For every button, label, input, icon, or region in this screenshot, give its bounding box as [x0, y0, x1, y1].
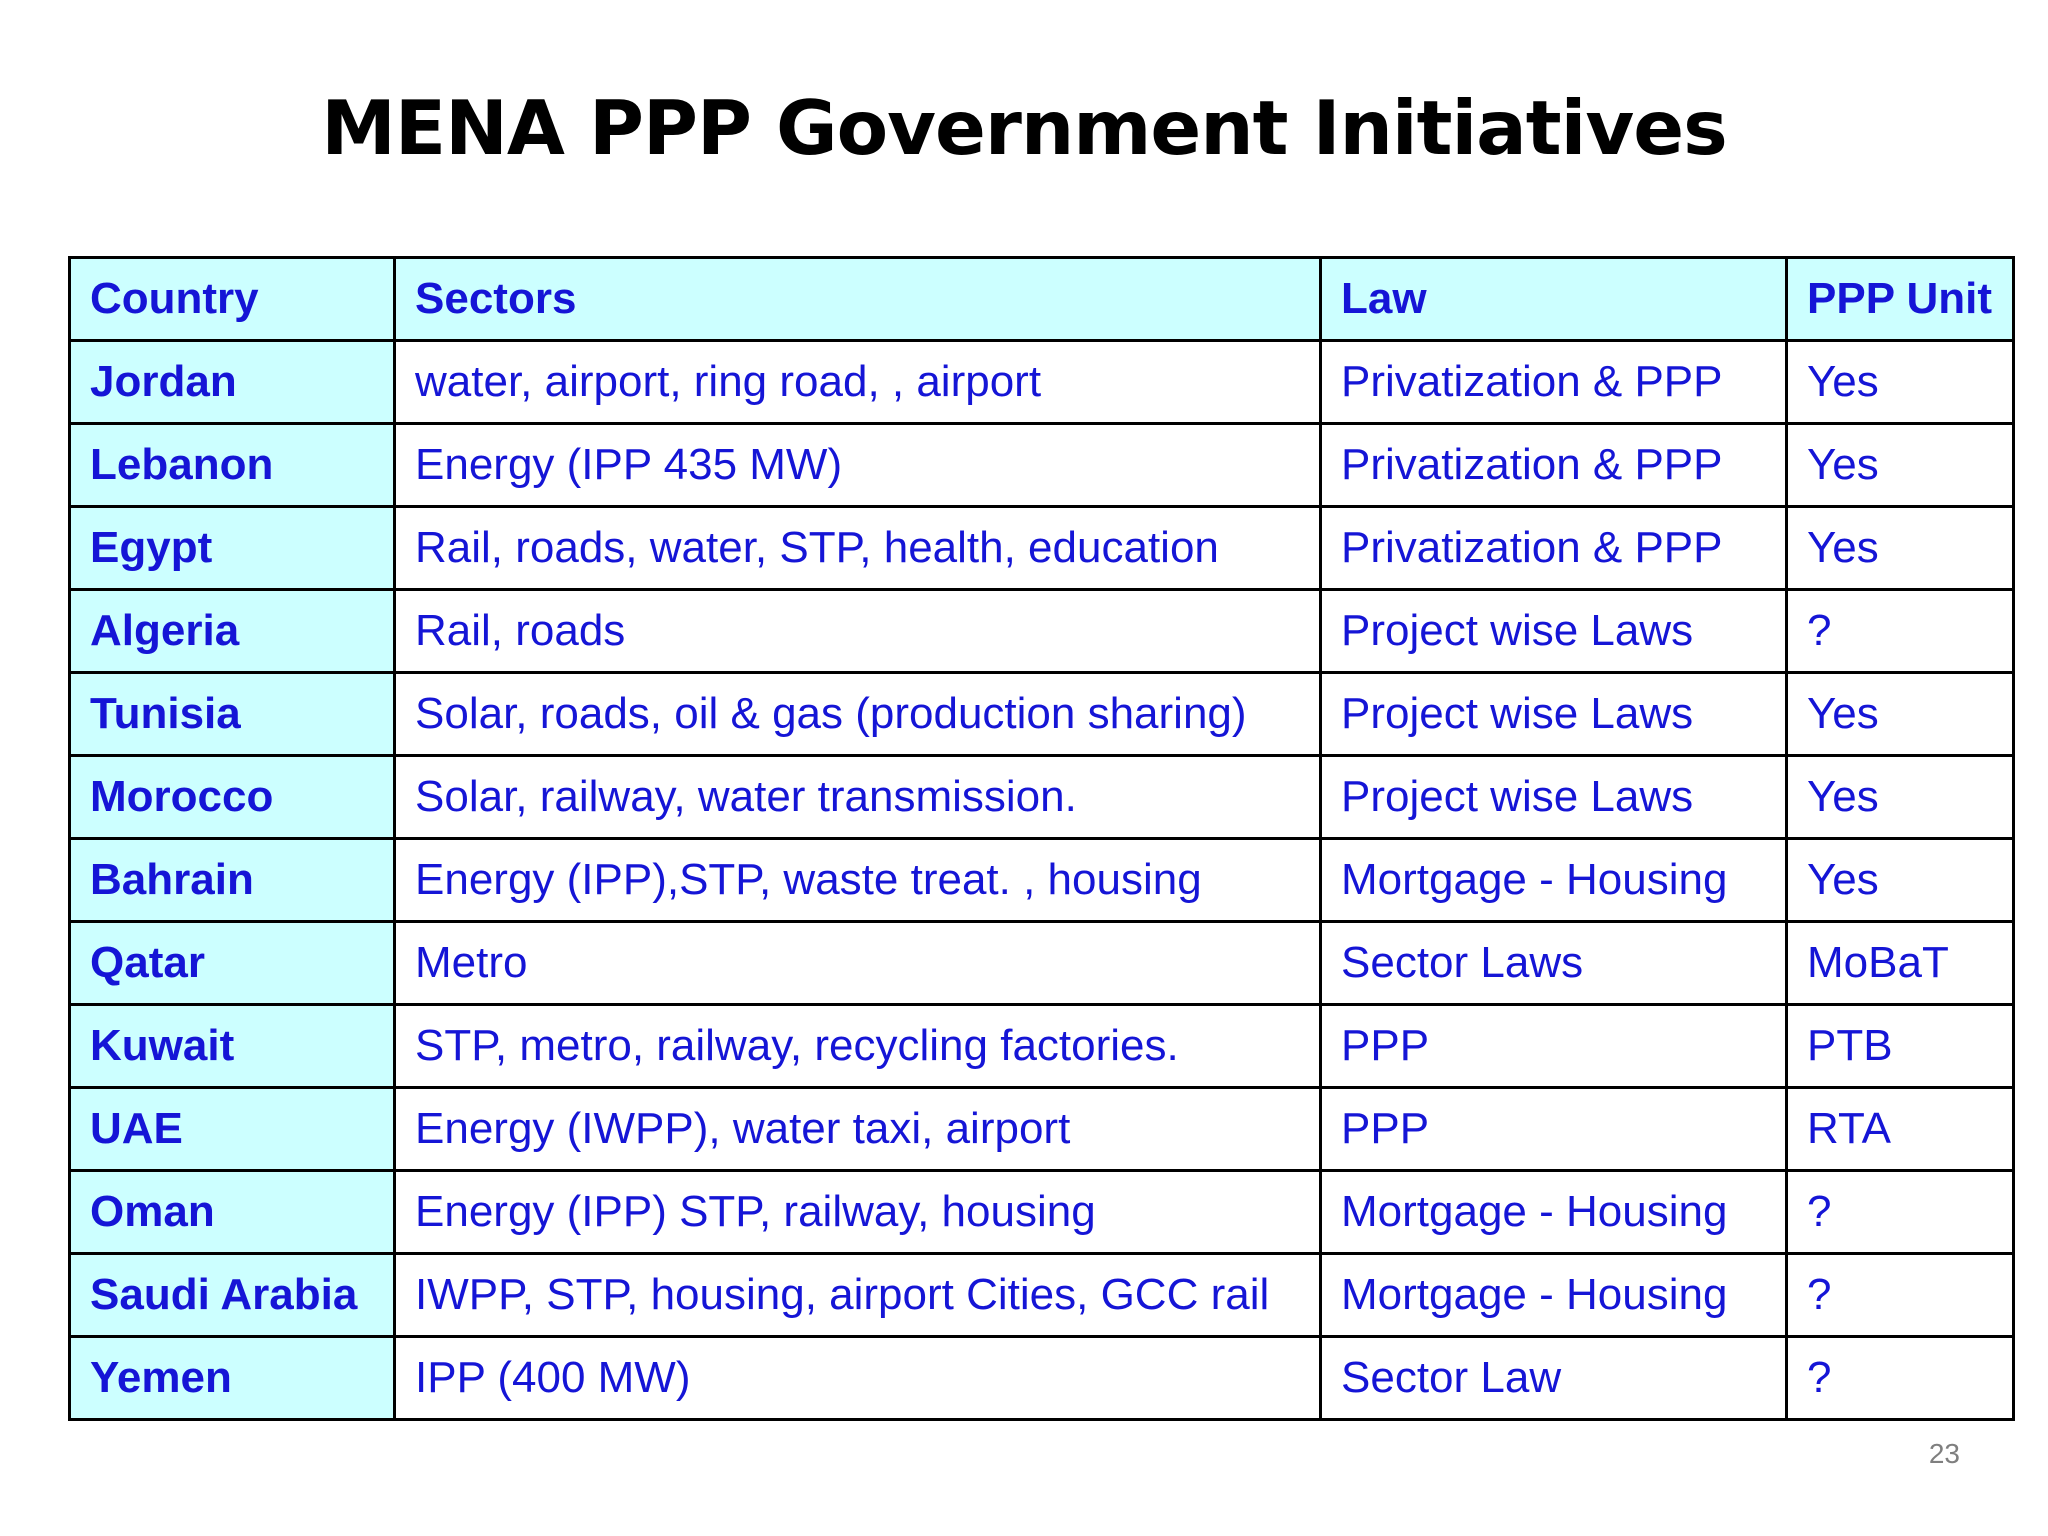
law-cell: Sector Laws	[1321, 922, 1787, 1005]
page-number: 23	[1928, 1438, 1960, 1469]
table-header-row	[70, 258, 2014, 341]
law-cell: PPP	[1321, 1005, 1787, 1088]
ppp-initiatives-table	[68, 256, 2015, 1421]
law-cell: Privatization & PPP	[1321, 341, 1787, 424]
country-cell: Morocco	[70, 756, 395, 839]
law-cell: Mortgage - Housing	[1321, 1171, 1787, 1254]
ppp-unit-cell: ?	[1787, 1337, 2014, 1420]
ppp-unit-cell: ?	[1787, 590, 2014, 673]
ppp-unit-cell: Yes	[1787, 756, 2014, 839]
sectors-cell: Energy (IPP 435 MW)	[395, 424, 1321, 507]
sectors-cell: Energy (IWPP), water taxi, airport	[395, 1088, 1321, 1171]
country-cell: Tunisia	[70, 673, 395, 756]
ppp-unit-cell: Yes	[1787, 424, 2014, 507]
law-cell: Sector Law	[1321, 1337, 1787, 1420]
table-row	[70, 1337, 2014, 1420]
table-row	[70, 922, 2014, 1005]
ppp-unit-cell: Yes	[1787, 839, 2014, 922]
table-row	[70, 424, 2014, 507]
country-cell: Egypt	[70, 507, 395, 590]
table-row	[70, 1171, 2014, 1254]
country-cell: Kuwait	[70, 1005, 395, 1088]
ppp-unit-cell: Yes	[1787, 341, 2014, 424]
table-row	[70, 1254, 2014, 1337]
sectors-cell: water, airport, ring road, , airport	[395, 341, 1321, 424]
sectors-cell: Metro	[395, 922, 1321, 1005]
sectors-cell: IPP (400 MW)	[395, 1337, 1321, 1420]
ppp-unit-cell: MoBaT	[1787, 922, 2014, 1005]
law-cell: Mortgage - Housing	[1321, 1254, 1787, 1337]
law-cell: Mortgage - Housing	[1321, 839, 1787, 922]
country-cell: Algeria	[70, 590, 395, 673]
header-sectors: Sectors	[395, 258, 1321, 341]
header-law: Law	[1321, 258, 1787, 341]
ppp-unit-cell: Yes	[1787, 673, 2014, 756]
sectors-cell: Solar, railway, water transmission.	[395, 756, 1321, 839]
law-cell: Privatization & PPP	[1321, 424, 1787, 507]
ppp-unit-cell: PTB	[1787, 1005, 2014, 1088]
ppp-unit-cell: ?	[1787, 1171, 2014, 1254]
sectors-cell: Solar, roads, oil & gas (production sharing)	[395, 673, 1321, 756]
law-cell: Project wise Laws	[1321, 590, 1787, 673]
ppp-unit-cell: RTA	[1787, 1088, 2014, 1171]
sectors-cell: STP, metro, railway, recycling factories.	[395, 1005, 1321, 1088]
header-ppp-unit: PPP Unit	[1787, 258, 2014, 341]
country-cell: UAE	[70, 1088, 395, 1171]
table-row	[70, 1088, 2014, 1171]
country-cell: Yemen	[70, 1337, 395, 1420]
country-cell: Lebanon	[70, 424, 395, 507]
country-cell: Oman	[70, 1171, 395, 1254]
slide-title: MENA PPP Government Initiatives	[321, 84, 1727, 172]
sectors-cell: IWPP, STP, housing, airport Cities, GCC rail	[395, 1254, 1321, 1337]
table-row	[70, 507, 2014, 590]
table-row	[70, 673, 2014, 756]
law-cell: Privatization & PPP	[1321, 507, 1787, 590]
law-cell: PPP	[1321, 1088, 1787, 1171]
header-country: Country	[70, 258, 395, 341]
table-row	[70, 756, 2014, 839]
sectors-cell: Rail, roads, water, STP, health, education	[395, 507, 1321, 590]
table-row	[70, 590, 2014, 673]
ppp-unit-cell: Yes	[1787, 507, 2014, 590]
sectors-cell: Rail, roads	[395, 590, 1321, 673]
table-row	[70, 341, 2014, 424]
table-row	[70, 839, 2014, 922]
country-cell: Bahrain	[70, 839, 395, 922]
country-cell: Qatar	[70, 922, 395, 1005]
ppp-unit-cell: ?	[1787, 1254, 2014, 1337]
sectors-cell: Energy (IPP),STP, waste treat. , housing	[395, 839, 1321, 922]
country-cell: Saudi Arabia	[70, 1254, 395, 1337]
country-cell: Jordan	[70, 341, 395, 424]
law-cell: Project wise Laws	[1321, 673, 1787, 756]
law-cell: Project wise Laws	[1321, 756, 1787, 839]
table-row	[70, 1005, 2014, 1088]
sectors-cell: Energy (IPP) STP, railway, housing	[395, 1171, 1321, 1254]
